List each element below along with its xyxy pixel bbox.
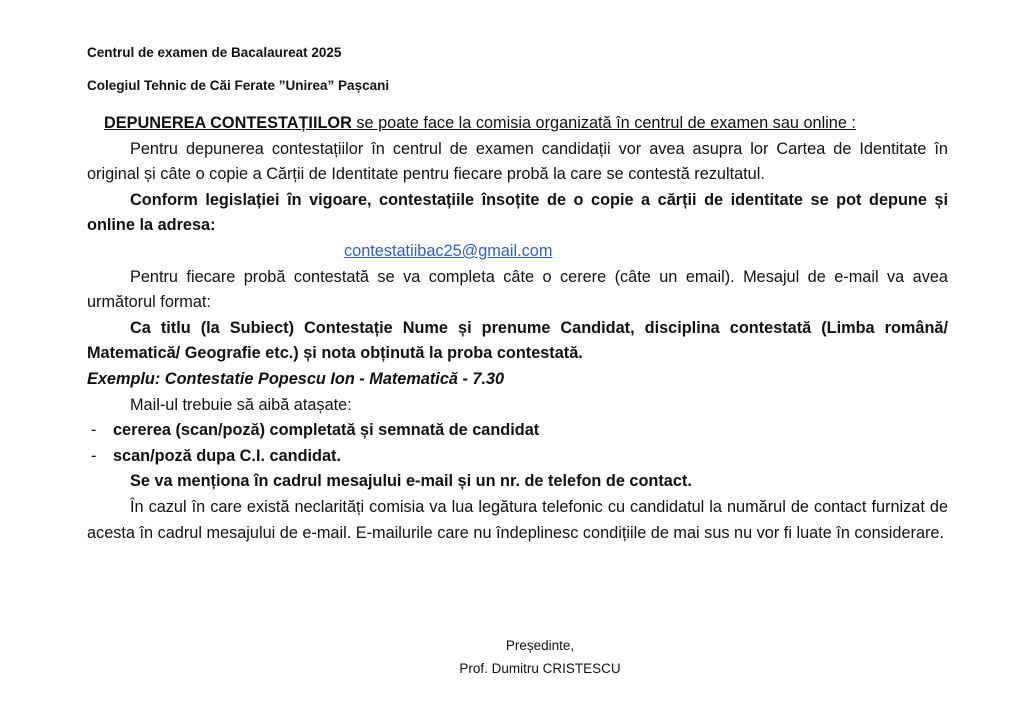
section-title — [87, 111, 948, 137]
list-item — [87, 418, 948, 444]
school-name-heading: Colegiul Tehnic de Căi Ferate ”Unirea” Pașcani — [87, 78, 390, 93]
bullet-dash: - — [91, 446, 97, 465]
paragraph-in-person: Pentru depunerea contestațiilor în centrul de examen candidații vor avea asupra lor Cartea de Identitate în original și câte o copie a Cărții de Identitate pentru fiecare probă la care se contestă rezultatul. — [87, 139, 948, 184]
section-title-rest: se poate face la comisia organizată în centrul de examen sau online : — [351, 114, 856, 132]
paragraph-subject-format: Ca titlu (la Subiect) Contestație Nume și prenume Candidat, disciplina contestată (Limba română/ Matematică/ Geografie etc.) și nota obținută la proba contestată. — [87, 318, 948, 363]
paragraph-attachments: Mail-ul trebuie să aibă atașate: — [130, 395, 352, 414]
example-line: Exemplu: Contestatie Popescu Ion - Matematică - 7.30 — [87, 369, 505, 388]
exam-center-heading: Centrul de examen de Bacalaureat 2025 — [87, 45, 342, 60]
email-link[interactable]: contestatiibac25@gmail.com — [344, 241, 553, 260]
paragraph-clarifications: În cazul în care există neclarități comisia va lua legătura telefonic cu candidatul la numărul de contact furnizat de acesta în cadrul mesajului de e-mail. E-mailurile care nu îndeplinesc condițiile de mai sus nu vor fi luate în considerare. — [87, 497, 948, 542]
document-body — [87, 111, 948, 546]
bullet-text: cererea (scan/poză) completată și semnată de candidat — [113, 421, 540, 440]
email-line — [87, 239, 948, 265]
list-item — [87, 444, 948, 470]
paragraph-phone: Se va menționa în cadrul mesajului e-mail și un nr. de telefon de contact. — [130, 472, 692, 491]
paragraph-email-format: Pentru fiecare probă contestată se va completa câte o cerere (câte un email). Mesajul de e-mail va avea următorul format: — [87, 267, 948, 312]
bullet-text: scan/poză dupa C.I. candidat. — [113, 446, 341, 465]
signature-role: Președinte, — [505, 638, 575, 653]
section-title-bold: DEPUNEREA CONTESTAȚIILOR — [104, 114, 352, 132]
signature-name: Prof. Dumitru CRISTESCU — [459, 661, 621, 676]
paragraph-online: Conform legislației în vigoare, contestațiile însoțite de o copie a cărții de identitate se pot depune și online la adresa: — [87, 190, 948, 235]
bullet-dash: - — [91, 421, 97, 440]
